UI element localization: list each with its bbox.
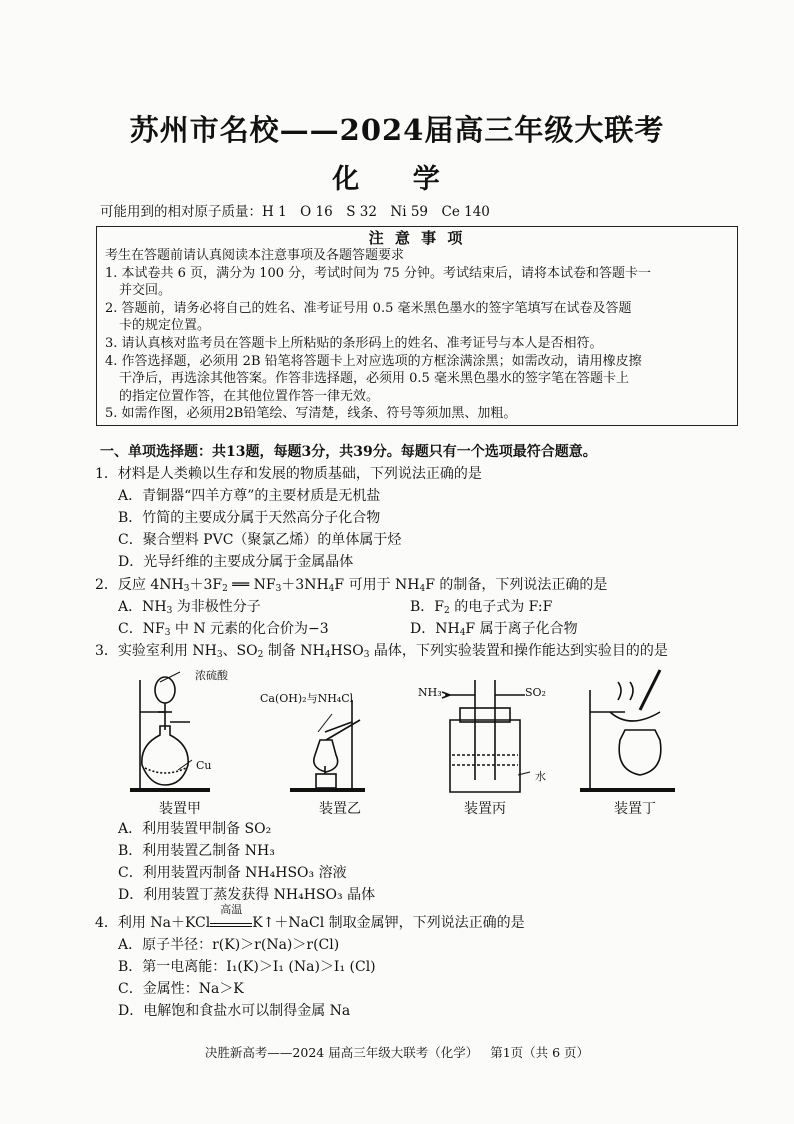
notice-item: 干净后，再选涂其他答案。作答非选择题，必须用 0.5 毫米黑色墨水的签字笔在答题卡上 xyxy=(119,371,629,387)
exam-title: 苏州市名校——2024届高三年级大联考 xyxy=(129,113,665,147)
page-footer xyxy=(0,1043,794,1061)
notice-box xyxy=(96,226,738,426)
notice-item: 2. 答题前，请务必将自己的姓名、准考证号用 0.5 毫米黑色墨水的签字笔填写在试卷及答题 xyxy=(105,300,632,316)
atomic-mass-line: 可能用到的相对原子质量：H 1 O 16 S 32 Ni 59 Ce 140 xyxy=(100,204,490,220)
label-copper: Cu xyxy=(196,759,212,772)
caption-apparatus-yi: 装置乙 xyxy=(319,801,361,817)
label-nh3: NH₃ xyxy=(418,686,442,699)
caption-apparatus-jia: 装置甲 xyxy=(159,801,201,817)
notice-item: 5. 如需作图，必须用2B铅笔绘、写清楚，线条、符号等须加黑、加粗。 xyxy=(105,406,517,422)
question-3-option-a: A．利用装置甲制备 SO₂ xyxy=(118,821,272,837)
label-so2: SO₂ xyxy=(525,686,546,699)
notice-item: 4. 作答选择题，必须用 2B 铅笔将答题卡上对应选项的方框涂满涂黑；如需改动，请用橡皮擦 xyxy=(105,353,642,369)
notice-intro: 考生在答题前请认真阅读本注意事项及各题答题要求 xyxy=(105,248,405,263)
footer-exam-name: 决胜新高考——2024 届高三年级大联考（化学） xyxy=(204,1045,479,1060)
apparatus-jia xyxy=(130,672,210,790)
apparatus-bing xyxy=(442,680,530,792)
question-4-option-b: B．第一电离能：I₁(K)＞I₁ (Na)＞I₁ (Cl) xyxy=(118,959,376,975)
question-2-option-d: D．$NH_4F$ 属于离子化合物 xyxy=(410,621,578,638)
question-2-stem: 2．反应 $4NH_3+3F_2$ ══ $NF_3+3NH_4F$ 可用于 $NH_4F$ 的制备，下列说法正确的是 xyxy=(95,577,608,594)
subject-title: 化 学 xyxy=(332,164,462,195)
notice-item: 卡的规定位置。 xyxy=(119,318,211,334)
caption-apparatus-bing: 装置丙 xyxy=(464,801,506,817)
notice-item: 的指定位置作答，在其他位置作答一律无效。 xyxy=(119,388,380,404)
caption-apparatus-ding: 装置丁 xyxy=(614,801,656,817)
question-2-option-a: A．$NH_3$ 为非极性分子 xyxy=(118,599,261,616)
section-heading: 一、单项选择题：共13题，每题3分，共39分。每题只有一个选项最符合题意。 xyxy=(100,444,597,460)
question-3-stem: 3．实验室利用 $NH_3$、$SO_2$ 制备 $NH_4HSO_3$ 晶体，下列实验装置和操作能达到实验目的的是 xyxy=(95,643,668,660)
notice-title: 注 意 事 项 xyxy=(368,229,466,247)
apparatus-yi xyxy=(290,700,365,790)
question-1-option-b: B．竹简的主要成分属于天然高分子化合物 xyxy=(118,510,381,526)
question-3-option-b: B．利用装置乙制备 NH₃ xyxy=(118,843,275,859)
reaction-condition: 高温 xyxy=(220,903,243,916)
question-3-option-d: D．利用装置丁蒸发获得 NH₄HSO₃ 晶体 xyxy=(118,887,376,903)
question-4-stem: 4．利用 Na＋KCl 高温 K↑＋NaCl 制取金属钾，下列说法正确的是 xyxy=(95,903,525,931)
question-1-option-d: D．光导纤维的主要成分属于金属晶体 xyxy=(118,554,354,570)
label-conc-sulfuric-acid: 浓硫酸 xyxy=(195,669,228,682)
notice-item: 1. 本试卷共 6 页，满分为 100 分，考试时间为 75 分钟。考试结束后，请将本试卷和答题卡一 xyxy=(105,265,651,281)
question-3-option-c: C．利用装置丙制备 NH₄HSO₃ 溶液 xyxy=(118,865,347,881)
question-2-option-c: C．$NF_3$ 中 N 元素的化合价为−3 xyxy=(118,621,329,638)
question-4-option-d: D．电解饱和食盐水可以制得金属 Na xyxy=(118,1003,351,1019)
label-water: 水 xyxy=(535,770,546,783)
question-2-option-b: B．$F_2$ 的电子式为 F:F xyxy=(410,599,553,616)
question-4-option-a: A．原子半径：r(K)＞r(Na)＞r(Cl) xyxy=(118,937,340,953)
label-reagents: Ca(OH)₂与NH₄Cl xyxy=(260,692,354,705)
notice-item: 3. 请认真核对监考员在答题卡上所粘贴的条形码上的姓名、准考证号与本人是否相符。 xyxy=(105,335,603,351)
question-1-option-c: C．聚合塑料 PVC（聚氯乙烯）的单体属于烃 xyxy=(118,532,402,548)
footer-page-number: 第1页（共 6 页） xyxy=(490,1045,590,1060)
question-4-option-c: C．金属性：Na＞K xyxy=(118,981,244,997)
notice-item: 并交回。 xyxy=(119,283,172,299)
apparatus-ding xyxy=(580,670,675,790)
question-1-option-a: A．青铜器“四羊方尊”的主要材质是无机盐 xyxy=(118,488,381,504)
question-1-stem: 1．材料是人类赖以生存和发展的物质基础，下列说法正确的是 xyxy=(95,466,482,482)
